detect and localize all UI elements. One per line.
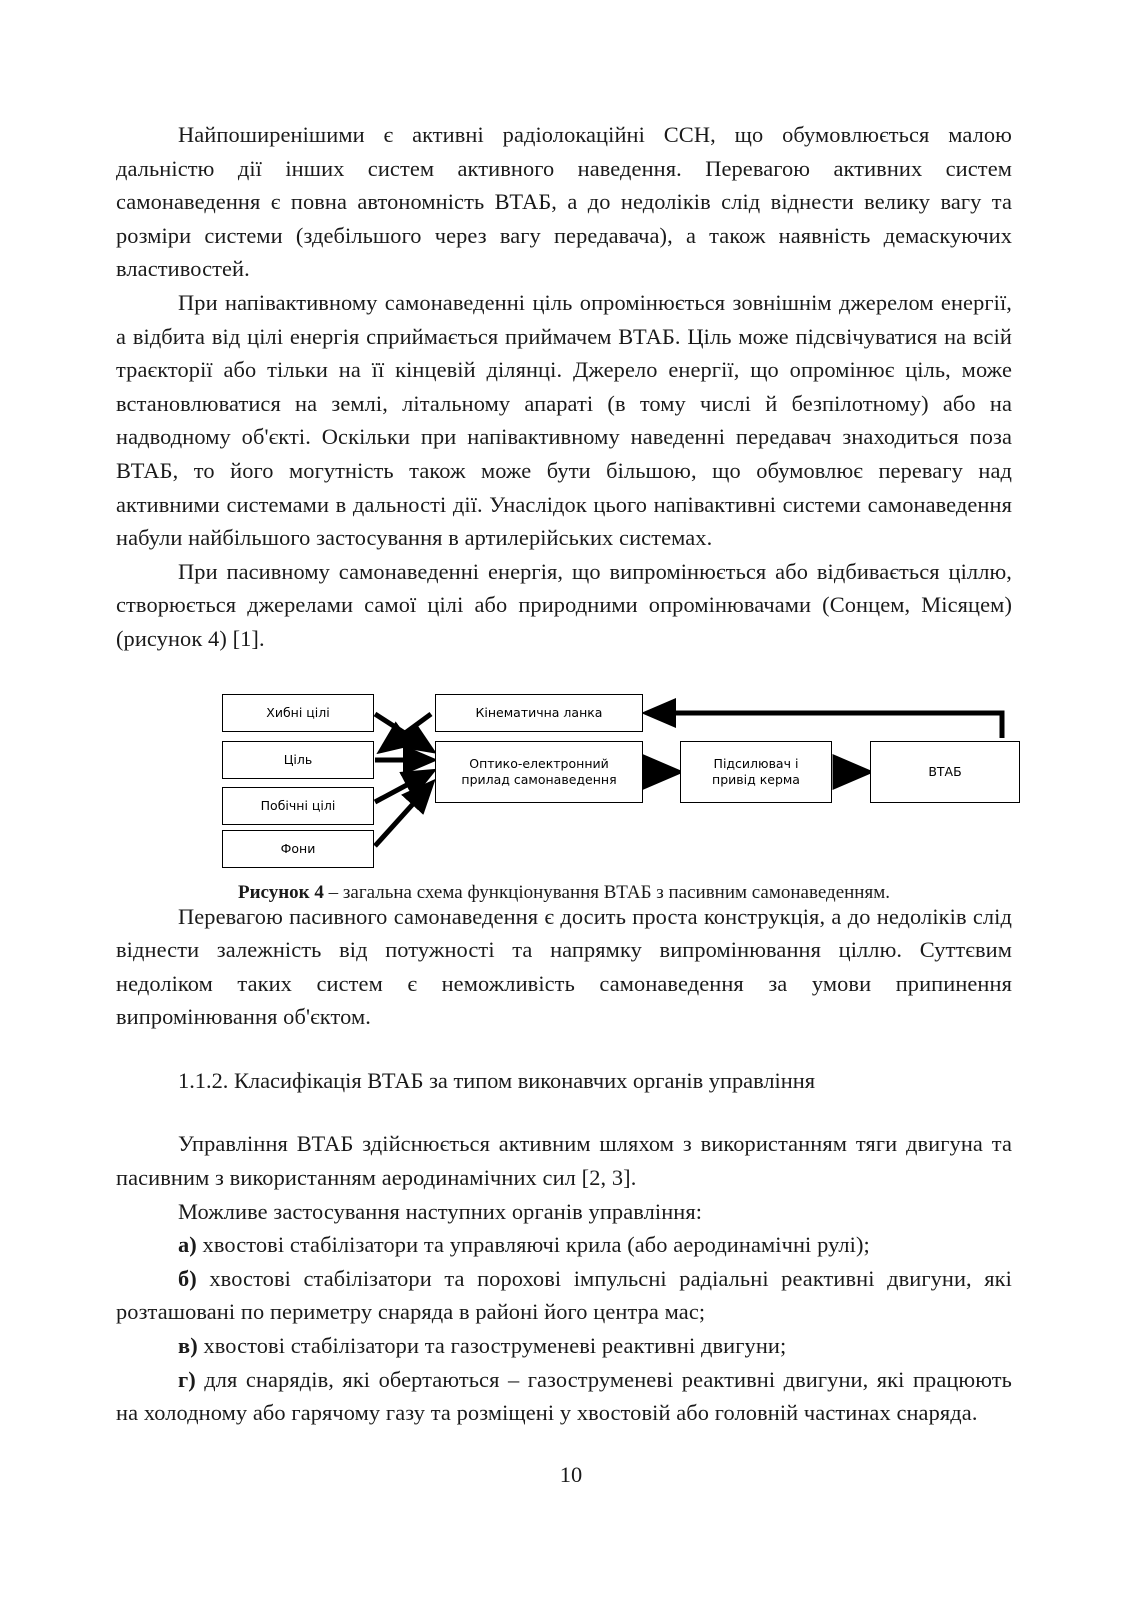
diagram-box-vtab-label: ВТАБ bbox=[928, 763, 962, 779]
diagram-box-optical-device-line1: Оптико-електронний bbox=[469, 755, 609, 771]
diagram-box-kinematic-link bbox=[435, 694, 643, 732]
list-item-g-text: для снарядів, які обертаються – газоструменеві реактивні двигуни, які працюють на холодному або гарячому газу та розміщені у хвостовій або головній частинах снаряда. bbox=[116, 1366, 1012, 1426]
paragraph-semiactive-homing: При напівактивному самонаведенні ціль опромінюється зовнішнім джерелом енергії, а відбита від цілі енергія сприймається приймачем ВТАБ. Ціль може підсвічуватися на всій траєкторії або тільки на її кінцевій ділянці. Джерело енергії, що опромінює ціль, може встановлюватися на землі, літальному апараті (в тому числі й безпілотному) або на надводному об'єкті. Оскільки при напівактивному наведенні передавач знаходиться поза ВТАБ, то його могутність також може бути більшою, що обумовлює перевагу над активними системами в дальності дії. Унаслідок цього напівактивні системи самонаведення набули найбільшого застосування в артилерійських системах. bbox=[116, 289, 1012, 551]
page-content bbox=[116, 118, 1012, 1430]
list-item-b-text: хвостові стабілізатори та порохові імпульсні радіальні реактивні двигуни, які розташовані по периметру снаряда в районі його центра мас; bbox=[116, 1265, 1012, 1325]
list-item-b bbox=[116, 1262, 1012, 1329]
diagram-box-false-targets-label: Хибні цілі bbox=[266, 704, 330, 720]
list-item-v-text: хвостові стабілізатори та газоструменеві реактивні двигуни; bbox=[197, 1333, 787, 1359]
list-item-g bbox=[116, 1363, 1012, 1430]
list-item-g-marker: г) bbox=[178, 1366, 196, 1392]
list-item-b-marker: б) bbox=[178, 1265, 197, 1291]
paragraph-active-homing: Найпоширенішими є активні радіолокаційні ССН, що обумовлюється малою дальністю дії інших систем активного наведення. Перевагою активних систем самонаведення є повна автономність ВТАБ, а до недоліків слід віднести велику вагу та розміри системи (здебільшого через вагу передавача), а також наявність демаскуючих властивостей. bbox=[116, 122, 1012, 282]
figure-caption-text: – загальна схема функціонування ВТАБ з пасивним самонаведенням. bbox=[323, 881, 890, 903]
diagram-box-target bbox=[222, 741, 374, 779]
spacer-before-heading bbox=[116, 1034, 1012, 1064]
list-item-a-text: хвостові стабілізатори та управляючі крила (або аеродинамічні рулі); bbox=[196, 1232, 870, 1258]
spacer-after-heading bbox=[116, 1097, 1012, 1127]
arrow-vtab-feedback-to-kinematic bbox=[648, 713, 1002, 738]
figure-caption-label: Рисунок 4 bbox=[238, 881, 324, 903]
paragraph-passive-advantages: Перевагою пасивного самонаведення є досить проста конструкція, а до недоліків слід віднести залежність від потужності та напрямку випромінювання ціллю. Суттєвим недоліком таких систем є неможливість самонаведення за умови припинення випромінювання об'єктом. bbox=[116, 903, 1012, 1030]
arrow-side-targets-to-optical bbox=[375, 772, 431, 802]
diagram-box-backgrounds-label: Фони bbox=[280, 840, 316, 856]
list-item-a bbox=[116, 1228, 1012, 1262]
paragraph-control-organs-intro: Можливе застосування наступних органів управління: bbox=[178, 1198, 703, 1224]
list-item-a-marker: а) bbox=[178, 1232, 197, 1258]
diagram-box-vtab bbox=[870, 741, 1020, 803]
diagram-box-side-targets bbox=[222, 787, 374, 825]
paragraph-passive-homing: При пасивному самонаведенні енергія, що випромінюється або відбивається ціллю, створюється джерелами самої цілі або природними опромінювачами (Сонцем, Місяцем) (рисунок 4) [1]. bbox=[116, 558, 1012, 651]
diagram-box-optical-device bbox=[435, 741, 643, 803]
heading-1-1-2: 1.1.2. Класифікація ВТАБ за типом виконавчих органів управління bbox=[178, 1067, 816, 1093]
list-item-v-marker: в) bbox=[178, 1333, 198, 1359]
page-number: 10 bbox=[559, 1462, 583, 1487]
figure-4 bbox=[116, 684, 1012, 903]
diagram-box-backgrounds bbox=[222, 830, 374, 868]
diagram-box-false-targets bbox=[222, 694, 374, 732]
list-item-v bbox=[116, 1329, 1012, 1363]
diagram-box-optical-device-line2: прилад самонаведення bbox=[461, 771, 617, 787]
diagram-box-kinematic-link-label: Кінематична ланка bbox=[475, 704, 603, 720]
diagram-passive-homing-scheme bbox=[222, 684, 982, 854]
diagram-box-amplifier-rudder-drive bbox=[680, 741, 832, 803]
diagram-box-target-label: Ціль bbox=[283, 751, 313, 767]
paragraph-vtab-control: Управління ВТАБ здійснюється активним шляхом з використанням тяги двигуна та пасивним з використанням аеродинамічних сил [2, 3]. bbox=[116, 1131, 1012, 1191]
diagram-box-amplifier-line2: привід керма bbox=[712, 771, 800, 787]
diagram-box-side-targets-label: Побічні цілі bbox=[260, 797, 336, 813]
diagram-box-amplifier-line1: Підсилювач і bbox=[713, 755, 799, 771]
arrow-backgrounds-to-optical bbox=[375, 784, 431, 846]
